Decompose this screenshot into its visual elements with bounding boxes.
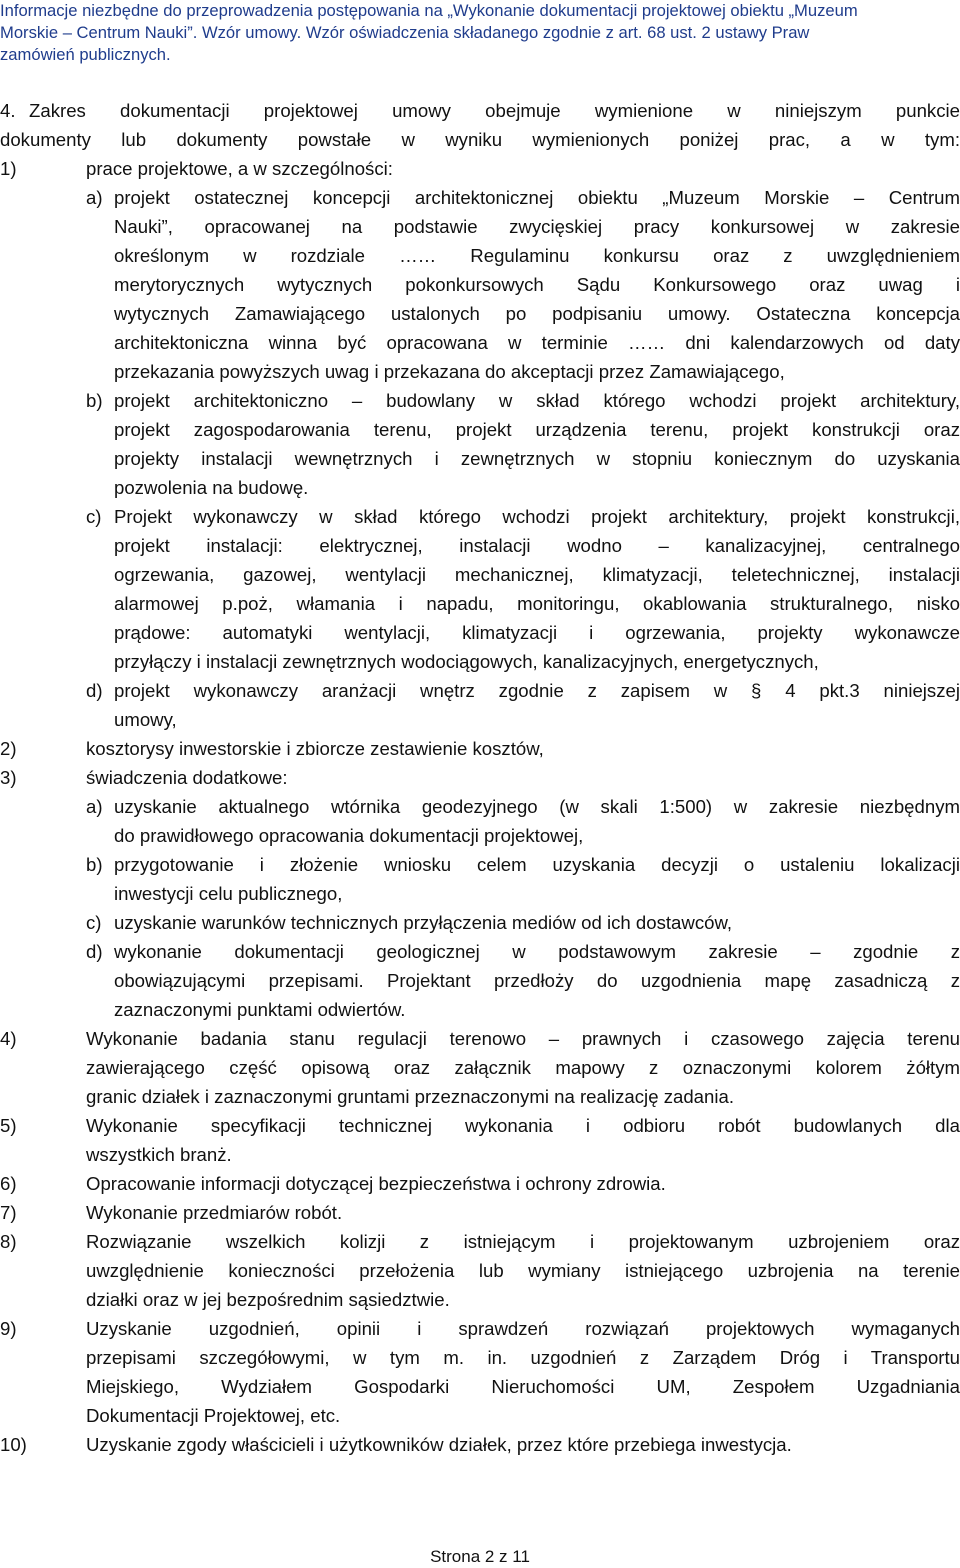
- list-number: 6): [0, 1173, 17, 1194]
- header-line: Morskie – Centrum Nauki”. Wzór umowy. Wzór oświadczenia składanego zgodnie z art. 68 ust. 2 ustawy Praw: [0, 23, 810, 42]
- list-item-1: [0, 154, 960, 183]
- sub-item-1a: [0, 183, 960, 386]
- sub-item-line: uzyskanie warunków technicznych przyłączenia mediów od ich dostawców,: [114, 912, 733, 933]
- list-item-line: uwzględnienie konieczności przełożenia lub wymiany istniejącego uzbrojenia na terenie: [86, 1260, 960, 1281]
- sub-item-line: uzyskanie aktualnego wtórnika geodezyjnego (w skali 1:500) w zakresie niezbędnym: [114, 796, 960, 817]
- document-header: [0, 0, 960, 66]
- sub-item-line: określonym w rozdziale …… Regulaminu konkursu oraz z uwzględnieniem: [114, 245, 960, 266]
- list-item-line: Uzyskanie uzgodnień, opinii i sprawdzeń rozwiązań projektowych wymaganych: [86, 1318, 960, 1339]
- sub-item-mark: c): [86, 912, 102, 933]
- sub-item-3c: [0, 908, 960, 937]
- list-item-line: działki oraz w jej bezpośrednim sąsiedztwie.: [86, 1289, 450, 1310]
- sub-item-line: pozwolenia na budowę.: [114, 477, 309, 498]
- sub-item-line: umowy,: [114, 709, 177, 730]
- list-item-5: [0, 1111, 960, 1169]
- sub-item-line: projekt ostatecznej koncepcji architektonicznej obiektu „Muzeum Morskie – Centrum: [114, 187, 960, 208]
- sub-item-line: zaznaczonymi punktami odwiertów.: [114, 999, 406, 1020]
- sub-item-line: przygotowanie i złożenie wniosku celem uzyskania decyzji o ustaleniu lokalizacji: [114, 854, 960, 875]
- sub-item-line: przyłączy i instalacji zewnętrznych wodociągowych, kanalizacyjnych, energetycznych,: [114, 651, 819, 672]
- document-body: [0, 96, 960, 1459]
- list-number: 4): [0, 1028, 17, 1049]
- header-line: zamówień publicznych.: [0, 45, 171, 64]
- sub-item-mark: d): [86, 680, 103, 701]
- sub-item-mark: d): [86, 941, 103, 962]
- list-item-4: [0, 1024, 960, 1111]
- sub-item-line: wykonanie dokumentacji geologicznej w podstawowym zakresie – zgodnie z: [114, 941, 960, 962]
- sub-item-line: alarmowej p.poż, włamania i napadu, monitoringu, okablowania strukturalnego, nisko: [114, 593, 960, 614]
- sub-item-line: Nauki”, opracowanej na podstawie zwycięskiej pracy konkursowej w zakresie: [114, 216, 960, 237]
- sub-item-1c: [0, 502, 960, 676]
- sub-item-line: obowiązującymi przepisami. Projektant przedłoży do uzgodnienia mapę zasadniczą z: [114, 970, 960, 991]
- sub-item-3b: [0, 850, 960, 908]
- sub-item-mark: b): [86, 390, 103, 411]
- list-item-text: świadczenia dodatkowe:: [86, 767, 288, 788]
- list-item-line: Wykonanie przedmiarów robót.: [86, 1202, 343, 1223]
- sub-item-line: ogrzewania, gazowej, wentylacji mechanicznej, klimatyzacji, teletechnicznej, instalacji: [114, 564, 960, 585]
- list-item-line: Uzyskanie zgody właścicieli i użytkowników działek, przez które przebiega inwestycja.: [86, 1434, 792, 1455]
- list-number: 9): [0, 1318, 17, 1339]
- sub-item-1d: [0, 676, 960, 734]
- list-item-line: Wykonanie specyfikacji technicznej wykonania i odbioru robót budowlanych dla: [86, 1115, 960, 1136]
- list-number: 1): [0, 158, 17, 179]
- list-number: 7): [0, 1202, 17, 1223]
- sub-item-line: projekt zagospodarowania terenu, projekt urządzenia terenu, projekt konstrukcji oraz: [114, 419, 960, 440]
- sub-item-line: inwestycji celu publicznego,: [114, 883, 343, 904]
- list-item-line: Dokumentacji Projektowej, etc.: [86, 1405, 341, 1426]
- sub-item-mark: c): [86, 506, 102, 527]
- section-4: [0, 96, 960, 154]
- list-number: 5): [0, 1115, 17, 1136]
- list-number: 2): [0, 738, 17, 759]
- sub-item-mark: a): [86, 187, 103, 208]
- list-number: 8): [0, 1231, 17, 1252]
- paragraph-line: Zakres dokumentacji projektowej umowy obejmuje wymienione w niniejszym punkcie: [29, 100, 960, 121]
- list-item-line: zawierającego część opisową oraz załącznik mapowy z oznaczonymi kolorem żółtym: [86, 1057, 960, 1078]
- list-item-7: [0, 1198, 960, 1227]
- list-number: 3): [0, 767, 17, 788]
- list-item-line: wszystkich branż.: [86, 1144, 232, 1165]
- list-item-line: Rozwiązanie wszelkich kolizji z istniejącym i projektowanym uzbrojeniem oraz: [86, 1231, 960, 1252]
- page-number: Strona 2 z 11: [430, 1547, 530, 1566]
- sub-item-line: projekt architektoniczno – budowlany w skład którego wchodzi projekt architektury,: [114, 390, 960, 411]
- sub-item-3a: [0, 792, 960, 850]
- sub-item-mark: b): [86, 854, 103, 875]
- list-item-text: prace projektowe, a w szczególności:: [86, 158, 393, 179]
- list-item-6: [0, 1169, 960, 1198]
- section-number: 4.: [0, 100, 16, 121]
- list-item-3: [0, 763, 960, 792]
- header-line: Informacje niezbędne do przeprowadzenia postępowania na „Wykonanie dokumentacji projektowej obiektu „Muzeum: [0, 1, 858, 20]
- sub-item-line: do prawidłowego opracowania dokumentacji projektowej,: [114, 825, 584, 846]
- list-item-line: Opracowanie informacji dotyczącej bezpieczeństwa i ochrony zdrowia.: [86, 1173, 666, 1194]
- sub-item-line: prądowe: automatyki wentylacji, klimatyzacji i ogrzewania, projekty wykonawcze: [114, 622, 960, 643]
- sub-item-line: merytorycznych wytycznych pokonkursowych Sądu Konkursowego oraz uwag i: [114, 274, 960, 295]
- list-item-8: [0, 1227, 960, 1314]
- sub-item-line: przekazania powyższych uwag i przekazana do akceptacji przez Zamawiającego,: [114, 361, 785, 382]
- list-item-line: przepisami szczegółowymi, w tym m. in. uzgodnień z Zarządem Dróg i Transportu: [86, 1347, 960, 1368]
- list-item-line: Miejskiego, Wydziałem Gospodarki Nieruchomości UM, Zespołem Uzgadniania: [86, 1376, 960, 1397]
- sub-item-line: architektoniczna winna być opracowana w terminie …… dni kalendarzowych od daty: [114, 332, 960, 353]
- sub-item-line: wytycznych Zamawiającego ustalonych po podpisaniu umowy. Ostateczna koncepcja: [114, 303, 960, 324]
- list-item-line: granic działek i zaznaczonymi gruntami przeznaczonymi na realizację zadania.: [86, 1086, 734, 1107]
- sub-item-line: projekt instalacji: elektrycznej, instalacji wodno – kanalizacyjnej, centralnego: [114, 535, 960, 556]
- sub-item-3d: [0, 937, 960, 1024]
- sub-item-1b: [0, 386, 960, 502]
- paragraph-line: dokumenty lub dokumenty powstałe w wyniku wymienionych poniżej prac, a w tym:: [0, 129, 960, 150]
- list-item-text: kosztorysy inwestorskie i zbiorcze zestawienie kosztów,: [86, 738, 544, 759]
- list-item-9: [0, 1314, 960, 1430]
- sub-item-mark: a): [86, 796, 103, 817]
- list-item-line: Wykonanie badania stanu regulacji terenowo – prawnych i czasowego zajęcia terenu: [86, 1028, 960, 1049]
- list-item-2: [0, 734, 960, 763]
- sub-item-line: Projekt wykonawczy w skład którego wchodzi projekt architektury, projekt konstrukcji,: [114, 506, 960, 527]
- sub-item-line: projekty instalacji wewnętrznych i zewnętrznych w stopniu koniecznym do uzyskania: [114, 448, 960, 469]
- sub-item-line: projekt wykonawczy aranżacji wnętrz zgodnie z zapisem w § 4 pkt.3 niniejszej: [114, 680, 960, 701]
- list-item-10: [0, 1430, 960, 1459]
- list-number: 10): [0, 1434, 27, 1455]
